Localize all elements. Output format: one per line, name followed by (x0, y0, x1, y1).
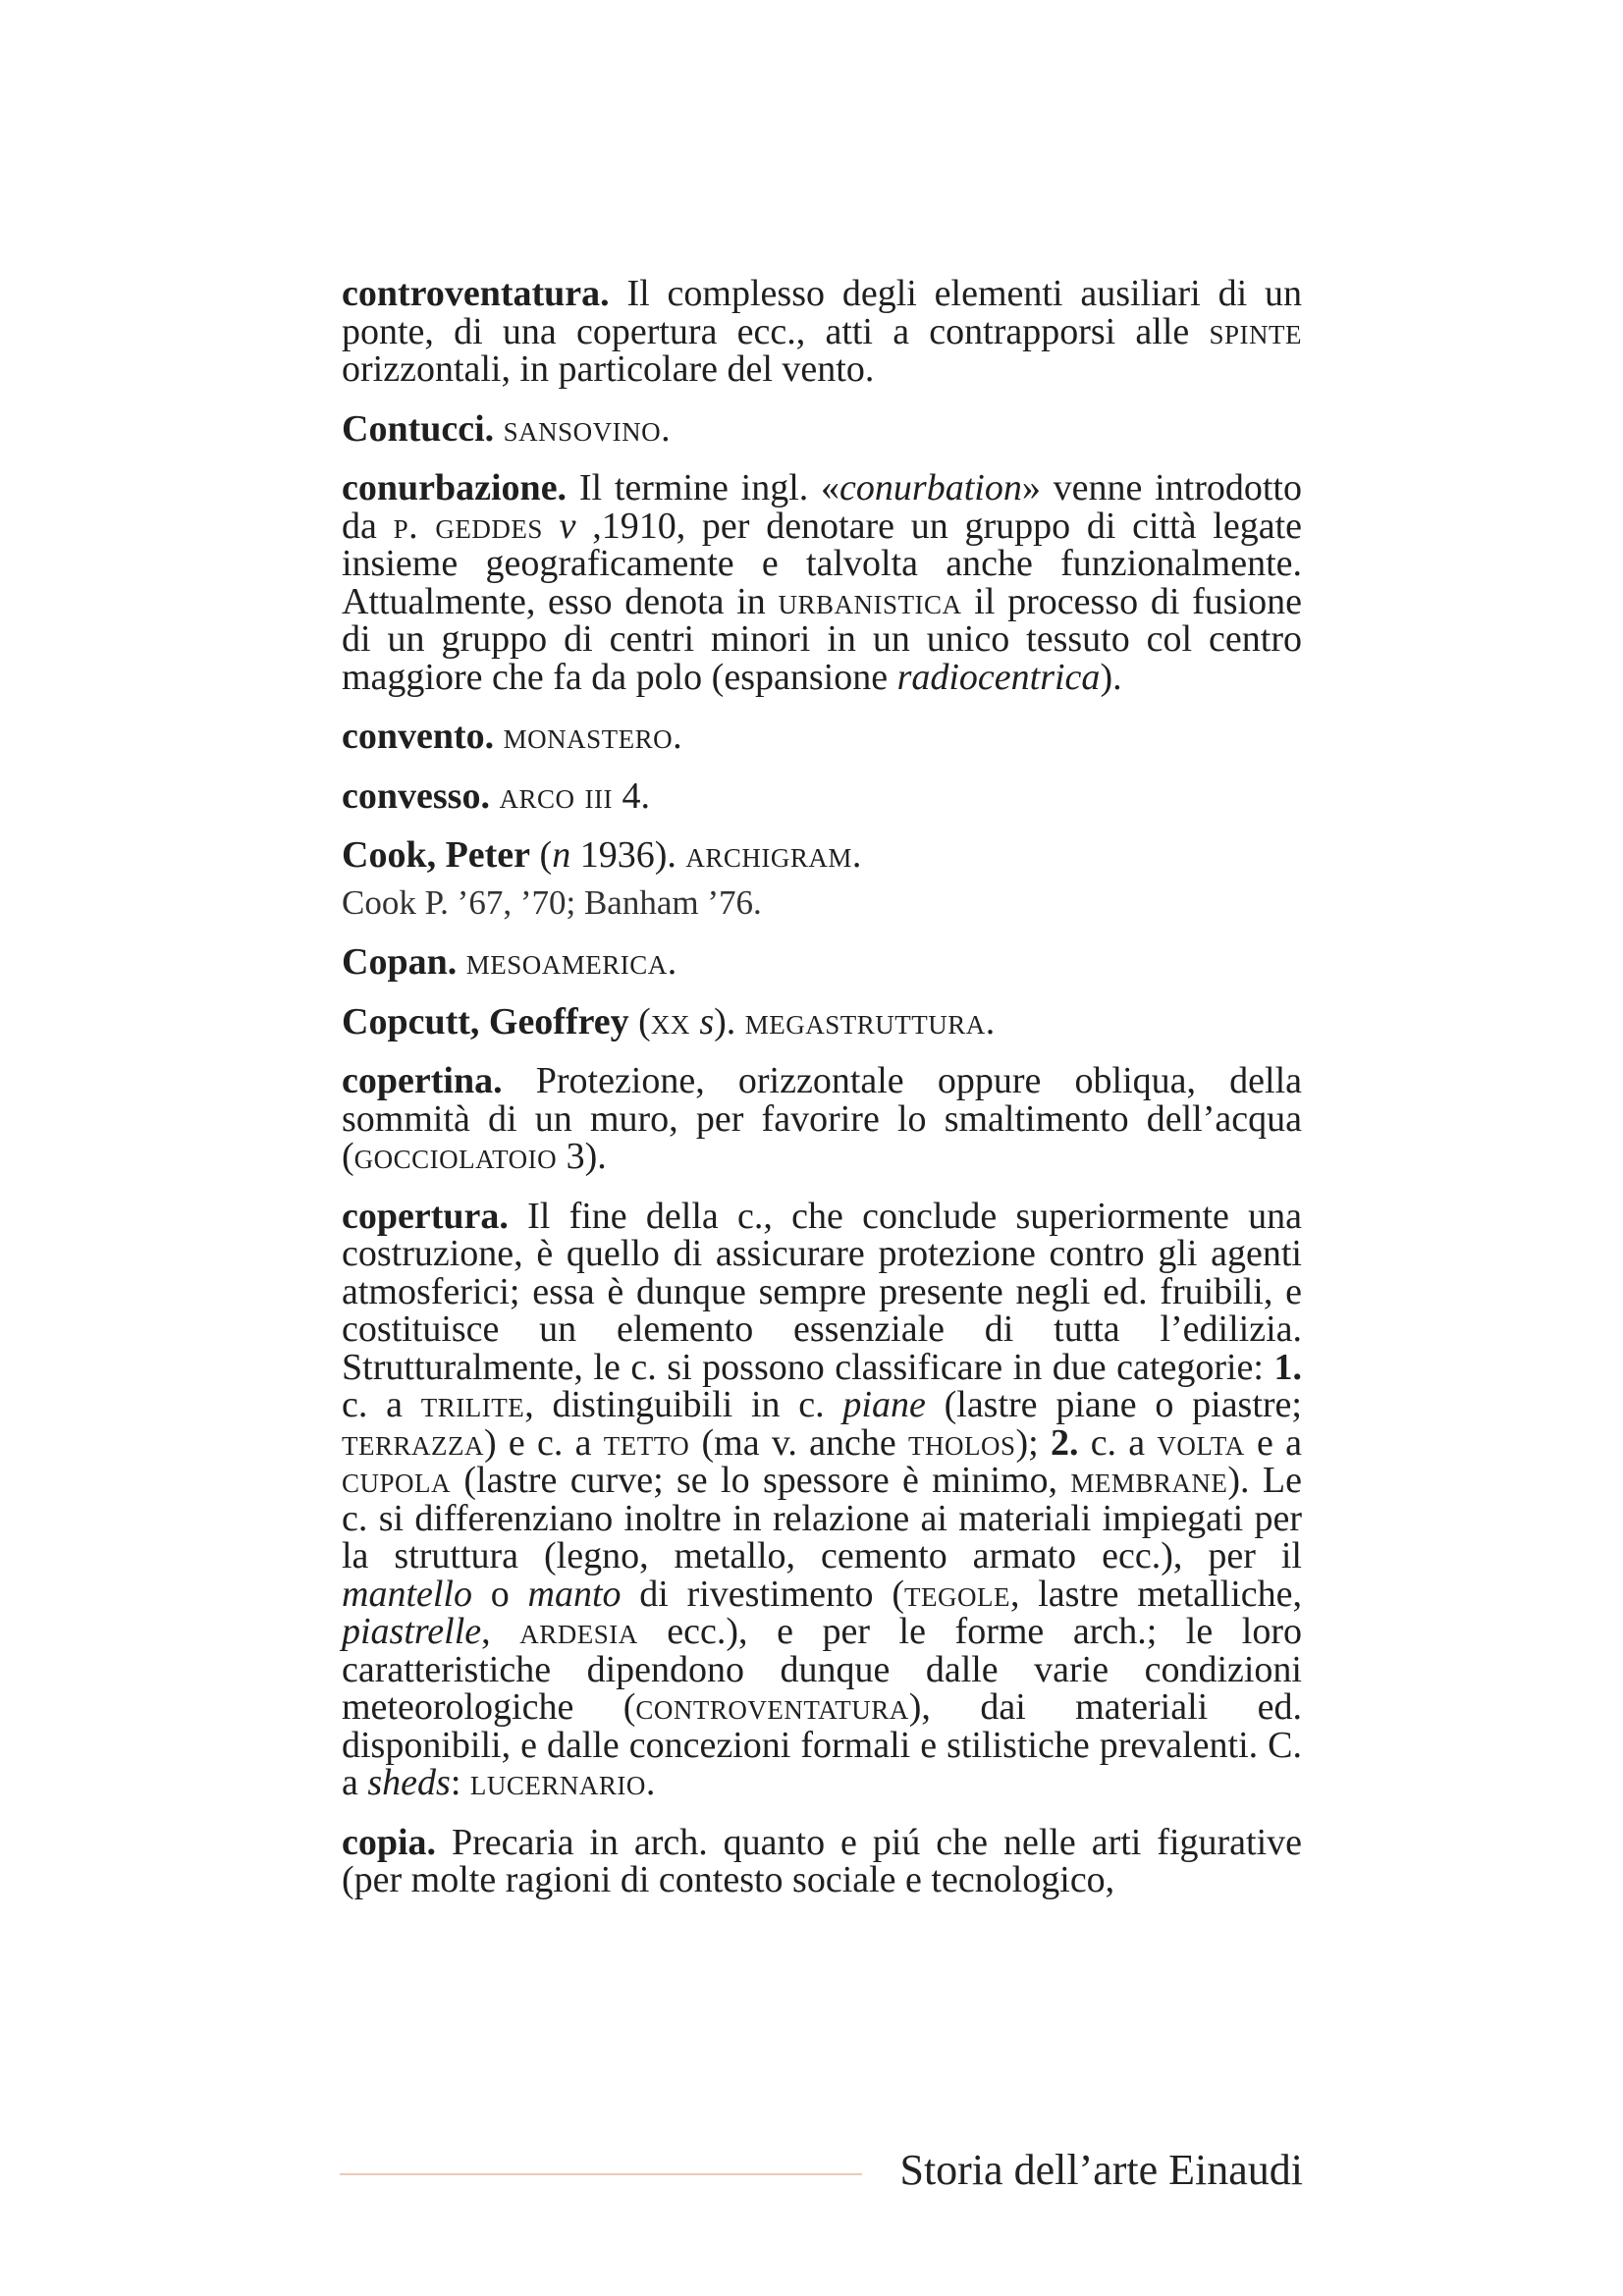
entry-copertina: copertina. Protezione, orizzontale oppure obliqua, della sommità di un muro, per favorire lo smaltimento dell’acqua (gocciolatoio 3). (342, 1060, 1302, 1177)
entry-headword: copertina. (342, 1060, 503, 1101)
cross-reference: terrazza (342, 1421, 484, 1464)
cross-reference: cupola (342, 1460, 452, 1501)
entry-headword: Copan. (342, 941, 458, 983)
cross-reference: membrane (1070, 1460, 1228, 1501)
entry-copertura: copertura. Il fine della c., che conclude superiormente una costruzione, è quello di assicurare protezione contro gli agenti atmosferici; essa è dunque sempre presente negli ed. fruibili, e costituisce un elemento essenziale di tutta l’edilizia. Strutturalmente, le c. si possono classificare in due categorie: 1. c. a trilite, distinguibili in c. piane (lastre piane o piastre; terrazza) e c. a tetto (ma v. anche tholos); 2. c. a volta e a cupola (lastre curve; se lo spessore è minimo, membrane). Le c. si differenziano inoltre in relazione ai materiali impiegati per la struttura (legno, metallo, cemento armato ecc.), per il mantello o manto di rivestimento (tegole, lastre metalliche, piastrelle, ardesia ecc.), e per le forme arch.; le loro caratteristiche dipendono dunque dalle varie condizioni meteorologiche (controventatura), dai materiali ed. disponibili, e dalle concezioni formali e stilistiche prevalenti. C. a sheds: lucernario. (342, 1195, 1303, 1803)
cross-reference: megastruttura. (744, 1000, 996, 1042)
entry-headword: copia. (342, 1821, 437, 1863)
text-column (342, 275, 1302, 1921)
entry-headword: Cook, Peter (342, 834, 531, 876)
cross-reference: controventatura (635, 1686, 909, 1728)
cross-reference: ardesia (519, 1611, 638, 1652)
entry-convesso: convesso. arco iii 4. (342, 774, 650, 817)
entry-contucci (342, 407, 1302, 450)
footer-publication-title: Storia dell’arte Einaudi (899, 2146, 1303, 2194)
entry-headword: controventatura. (342, 273, 610, 314)
cross-reference: lucernario. (469, 1762, 656, 1803)
entry-cook: Cook, Peter (n 1936). archigram. (342, 834, 862, 876)
entry-headword: conurbazione. (342, 467, 568, 508)
cross-reference: volta (1157, 1421, 1245, 1464)
cross-reference: gocciolatoio (353, 1136, 558, 1177)
cross-reference: tholos (907, 1421, 1016, 1464)
entry-convento (342, 718, 1302, 756)
entry-copan (342, 943, 1302, 982)
entry-headword: convesso. (342, 774, 490, 817)
cross-reference: tetto (603, 1421, 690, 1464)
cross-reference: spinte (1209, 310, 1302, 352)
entry-copia: copia. Precaria in arch. quanto e piú che nelle arti figurative (per molte ragioni di contesto sociale e tecnologico, (342, 1821, 1302, 1900)
entry-headword: copertura. (342, 1195, 509, 1237)
entry-headword: Contucci. (342, 407, 495, 450)
cross-reference: monastero. (503, 716, 683, 757)
cross-reference: mesoamerica. (465, 941, 677, 983)
cross-reference: tegole (903, 1573, 1010, 1615)
cross-reference: p. geddes (393, 505, 543, 547)
cross-reference: arco iii (499, 774, 613, 817)
cross-reference: sansovino. (503, 407, 672, 450)
cross-reference: trilite (420, 1384, 525, 1425)
entry-copcutt: Copcutt, Geoffrey (xx s). megastruttura. (342, 1000, 996, 1042)
entry-headword: Copcutt, Geoffrey (342, 1000, 629, 1042)
entry-headword: convento. (342, 716, 495, 757)
cross-reference: archigram. (685, 834, 862, 876)
entry-controventatura: controventatura. Il complesso degli elementi ausiliari di un ponte, di una copertura ecc., atti a contrapporsi alle spinte orizzontali, in particolare del vento. (342, 273, 1302, 390)
entry-conurbazione: conurbazione. Il termine ingl. «conurbation» venne introdotto da p. geddes v ,1910, per denotare un gruppo di città legate insieme geograficamente e talvolta anche funzionalmente. Attualmente, esso denota in urbanistica il processo di fusione di un gruppo di centri minori in un unico tessuto col centro maggiore che fa da polo (espansione radiocentrica). (342, 467, 1302, 698)
bibliography-line: Cook P. ’67, ’70; Banham ’76. (342, 882, 762, 922)
cross-reference: urbanistica (778, 580, 962, 622)
footer-divider (340, 2173, 862, 2175)
